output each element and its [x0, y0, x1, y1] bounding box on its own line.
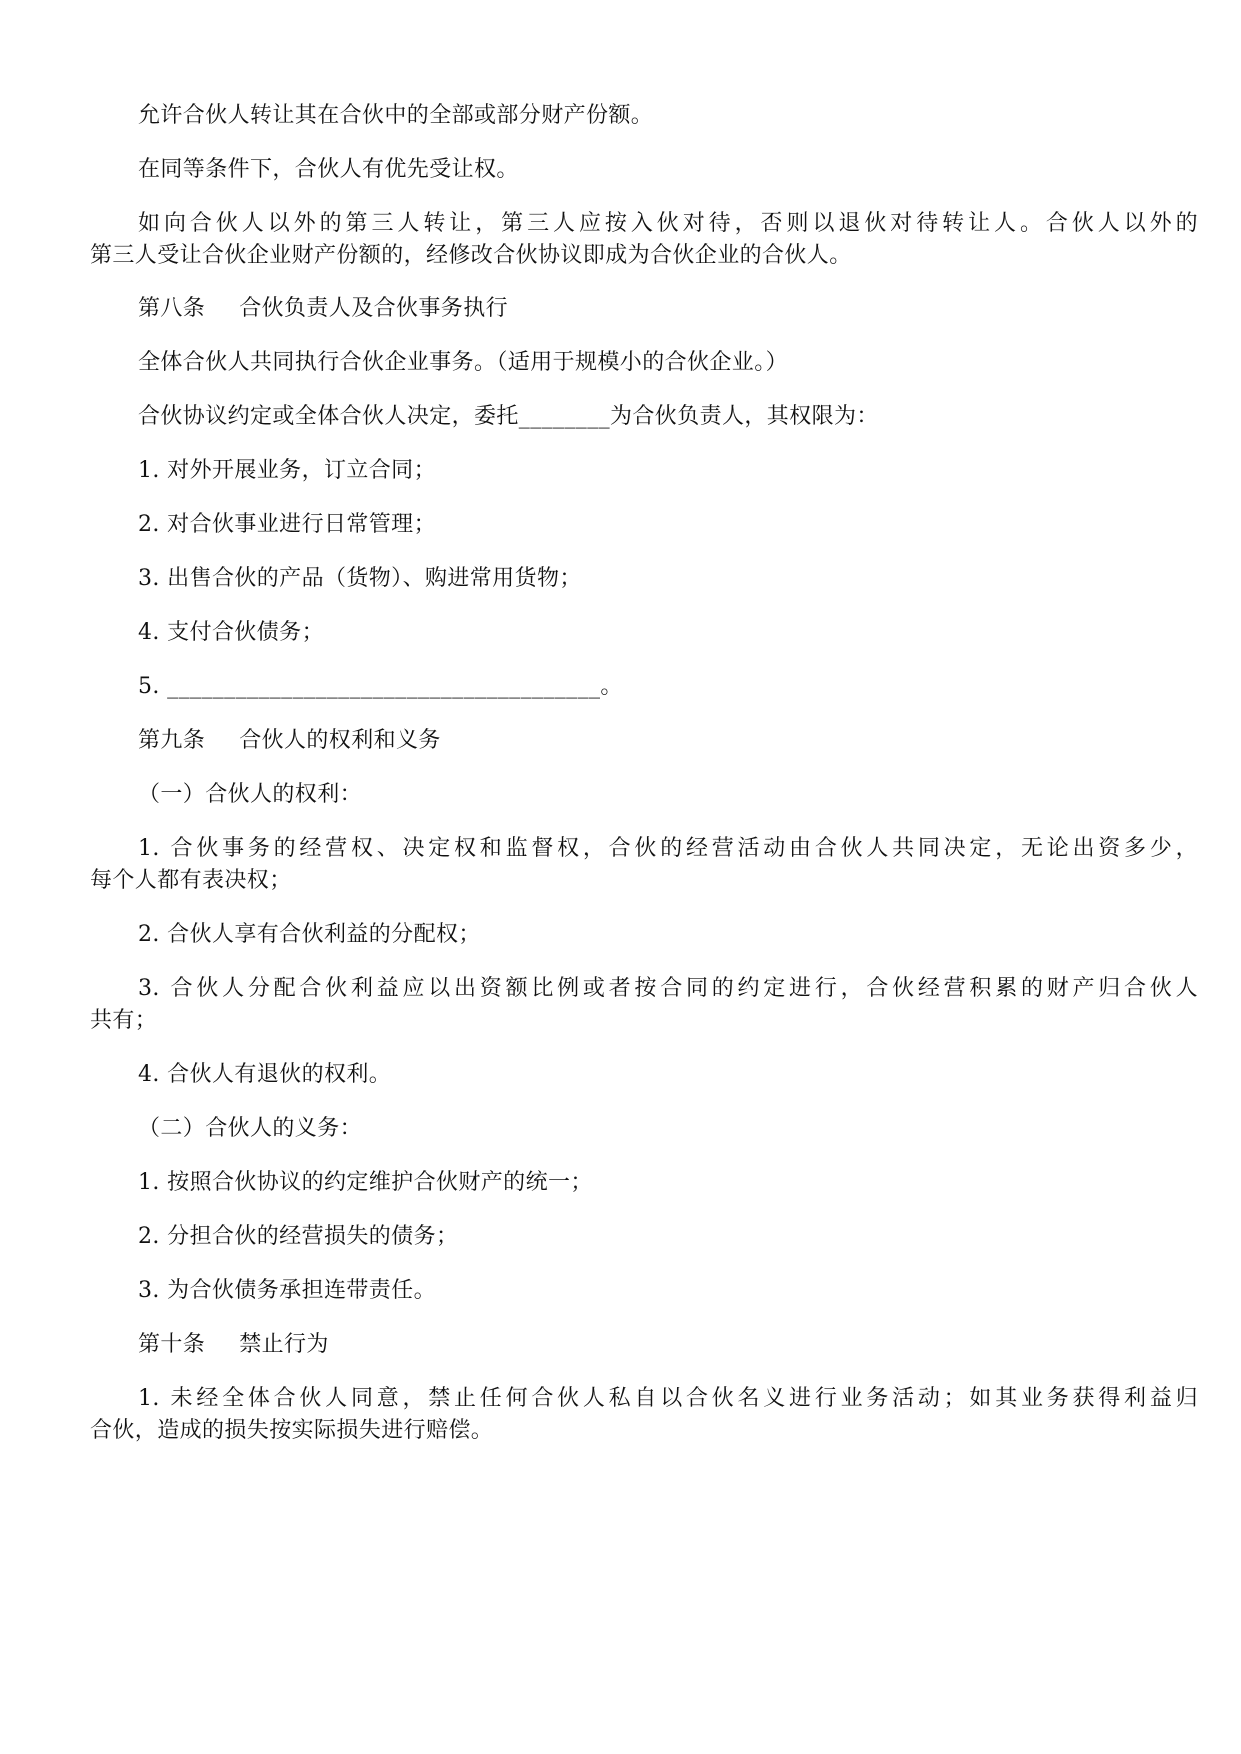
- subheading-text: （二）合伙人的义务：: [138, 1116, 363, 1141]
- list-item-text: 2. 对合伙事业进行日常管理；: [138, 512, 436, 537]
- list-item: [90, 918, 1198, 952]
- list-item-text: 共有；: [90, 1008, 158, 1033]
- paragraph: [90, 153, 1198, 187]
- article-heading: [90, 724, 1198, 758]
- article-number: 第十条: [138, 1332, 206, 1357]
- list-item-text: 1. 合伙事务的经营权、决定权和监督权，合伙的经营活动由合伙人共同决定，无论出资多少，: [138, 836, 1198, 861]
- list-item-text: 2. 合伙人享有合伙利益的分配权；: [138, 922, 481, 947]
- list-item-text: 4. 合伙人有退伙的权利。: [138, 1062, 392, 1087]
- subheading: [90, 778, 1198, 812]
- list-item-line: [90, 1382, 1198, 1416]
- paragraph-text: 允许合伙人转让其在合伙中的全部或部分财产份额。: [138, 103, 654, 128]
- list-item-text: 4. 支付合伙债务；: [138, 620, 324, 645]
- list-item: [90, 1058, 1198, 1092]
- list-item-text: 3. 合伙人分配合伙利益应以出资额比例或者按合同的约定进行，合伙经营积累的财产归合伙人: [138, 976, 1198, 1001]
- list-item-text: 每个人都有表决权；: [90, 868, 292, 893]
- subheading: [90, 1112, 1198, 1146]
- subheading-text: （一）合伙人的权利：: [138, 782, 363, 807]
- document-page: [90, 0, 1198, 1754]
- list-item: [90, 562, 1198, 596]
- list-item-line: [90, 832, 1198, 866]
- list-item-line: [90, 864, 1150, 898]
- list-item: [90, 1274, 1198, 1308]
- list-item: [90, 1166, 1198, 1200]
- list-item-text: 1. 对外开展业务，订立合同；: [138, 458, 436, 483]
- list-item-text: 3. 为合伙债务承担连带责任。: [138, 1278, 436, 1303]
- paragraph-line: [90, 207, 1198, 241]
- list-item-text: 5. ______________________________________。: [138, 674, 623, 699]
- list-item: [90, 1220, 1198, 1254]
- paragraph: [90, 400, 1198, 434]
- article-heading: [90, 1328, 1198, 1362]
- article-number: 第九条: [138, 728, 206, 753]
- paragraph: [90, 346, 1198, 380]
- article-number: 第八条: [138, 296, 206, 321]
- list-item-text: 1. 未经全体合伙人同意，禁止任何合伙人私自以合伙名义进行业务活动；如其业务获得利益归: [138, 1386, 1198, 1411]
- paragraph-text: 如向合伙人以外的第三人转让，第三人应按入伙对待，否则以退伙对待转让人。合伙人以外的: [138, 211, 1198, 236]
- paragraph-line: [90, 239, 1150, 273]
- paragraph-text: 合伙协议约定或全体合伙人决定，委托________为合伙负责人，其权限为：: [138, 404, 879, 429]
- list-item-text: 2. 分担合伙的经营损失的债务；: [138, 1224, 459, 1249]
- list-item: [90, 508, 1198, 542]
- paragraph-text: 第三人受让合伙企业财产份额的，经修改合伙协议即成为合伙企业的合伙人。: [90, 243, 852, 268]
- list-item-text: 1. 按照合伙协议的约定维护合伙财产的统一；: [138, 1170, 593, 1195]
- paragraph-text: 在同等条件下，合伙人有优先受让权。: [138, 157, 519, 182]
- paragraph-text: 全体合伙人共同执行合伙企业事务。（适用于规模小的合伙企业。）: [138, 350, 789, 375]
- list-item: [90, 670, 1198, 704]
- list-item-line: [90, 1004, 1150, 1038]
- list-item: [90, 616, 1198, 650]
- article-title: 合伙负责人及合伙事务执行: [239, 296, 509, 321]
- article-title: 禁止行为: [239, 1332, 329, 1357]
- list-item-text: 3. 出售合伙的产品（货物）、购进常用货物；: [138, 566, 582, 591]
- article-title: 合伙人的权利和义务: [239, 728, 441, 753]
- article-heading: [90, 292, 1198, 326]
- list-item-text: 合伙，造成的损失按实际损失进行赔偿。: [90, 1418, 494, 1443]
- paragraph: [90, 99, 1198, 133]
- list-item-line: [90, 1414, 1150, 1448]
- list-item-line: [90, 972, 1198, 1006]
- list-item: [90, 454, 1198, 488]
